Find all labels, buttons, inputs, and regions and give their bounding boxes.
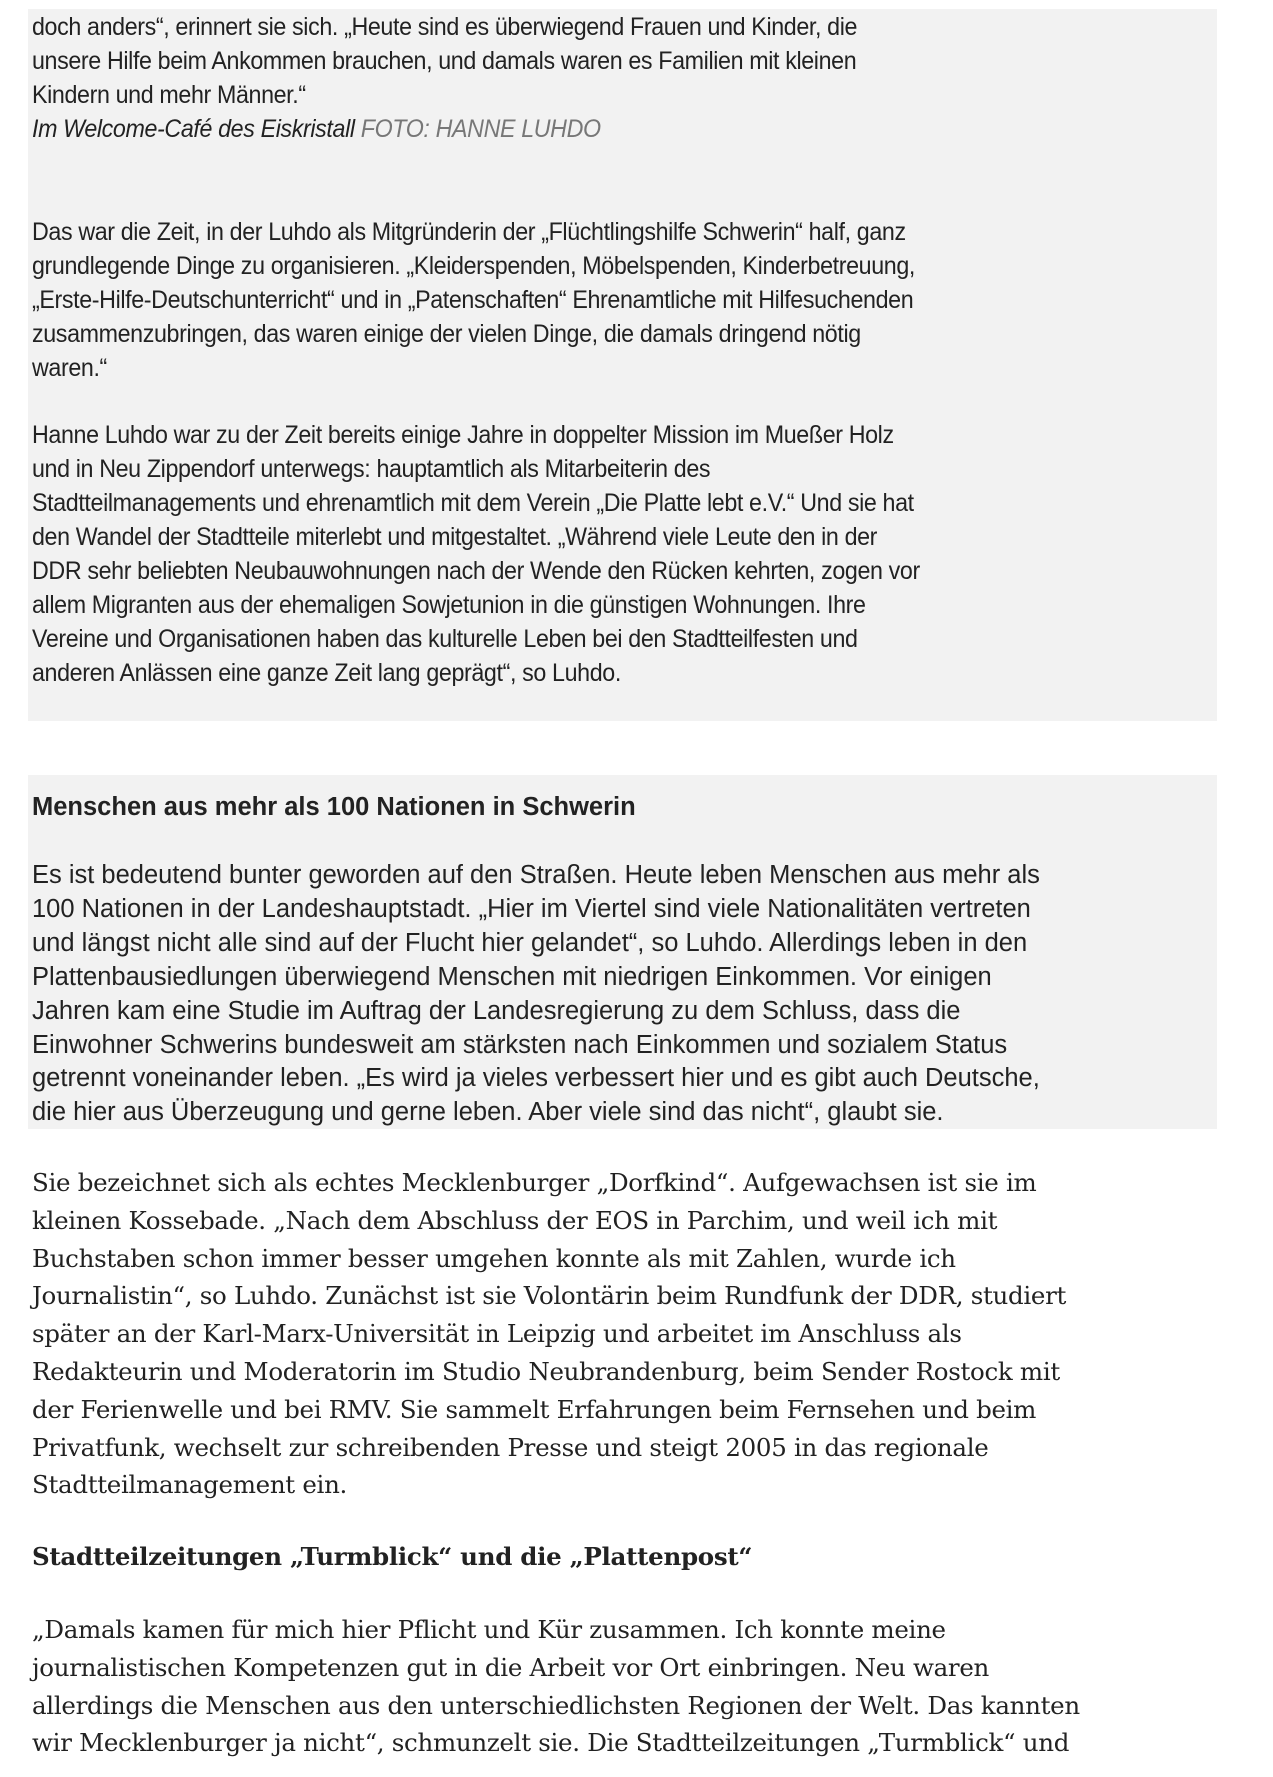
text-line: allerdings die Menschen aus den unterschiedlichsten Regionen der Welt. Das kannten (32, 1690, 1080, 1720)
text-line: und längst nicht alle sind auf der Flucht hier gelandet“, so Luhdo. Allerdings leben in den (32, 928, 1028, 957)
box1-paragraph-2 (32, 215, 915, 385)
text-line: Vereine und Organisationen haben das kulturelle Leben bei den Stadtteilfesten und (32, 625, 858, 653)
article-subheading: Stadtteilzeitungen „Turmblick“ und die „Plattenpost“ (32, 1542, 753, 1571)
text-line: unsere Hilfe beim Ankommen brauchen, und damals waren es Familien mit kleinen (32, 47, 857, 75)
box1-paragraph-3 (32, 418, 920, 690)
text-line: DDR sehr beliebten Neubauwohnungen nach der Wende den Rücken kehrten, zogen vor (32, 557, 920, 585)
text-line: der Ferienwelle und bei RMV. Sie sammelt Erfahrungen beim Fernsehen und beim (32, 1394, 1037, 1424)
text-line: zusammenzubringen, das waren einige der vielen Dinge, die damals dringend nötig (32, 320, 861, 348)
box2-paragraph (32, 859, 1040, 1130)
text-line: „Damals kamen für mich hier Pflicht und Kür zusammen. Ich konnte meine (32, 1615, 946, 1644)
photo-caption (32, 112, 601, 146)
text-line: Stadtteilmanagement ein. (32, 1470, 348, 1500)
photo-credit: FOTO: HANNE LUHDO (360, 115, 601, 143)
text-line: Einwohner Schwerins bundesweit am stärksten nach Einkommen und sozialem Status (32, 1030, 1008, 1059)
text-line: Kindern und mehr Männer.“ (32, 81, 306, 109)
text-line: später an der Karl-Marx-Universität in Leipzig und arbeitet im Anschluss als (32, 1319, 962, 1349)
text-line: Plattenbausiedlungen überwiegend Menschen mit niedrigen Einkommen. Vor einigen (32, 962, 992, 991)
text-line: Es ist bedeutend bunter geworden auf den Straßen. Heute leben Menschen aus mehr als (32, 861, 1040, 889)
text-line: Das war die Zeit, in der Luhdo als Mitgründerin der „Flüchtlingshilfe Schwerin“ half, ganz (32, 218, 906, 246)
text-line: und in Neu Zippendorf unterwegs: hauptamtlich als Mitarbeiterin des (32, 455, 711, 483)
text-line: doch anders“, erinnert sie sich. „Heute sind es überwiegend Frauen und Kinder, die (32, 13, 858, 41)
text-line: Jahren kam eine Studie im Auftrag der Landesregierung zu dem Schluss, dass die (32, 996, 961, 1025)
text-line: wir Mecklenburger ja nicht“, schmunzelt sie. Die Stadtteilzeitungen „Turmblick“ und (32, 1728, 1070, 1758)
box1-paragraph-1 (32, 10, 857, 112)
text-line: Journalistin“, so Luhdo. Zunächst ist sie Volontärin beim Rundfunk der DDR, studiert (32, 1281, 1067, 1311)
text-line: Sie bezeichnet sich als echtes Mecklenburger „Dorfkind“. Aufgewachsen ist sie im (32, 1168, 1037, 1197)
text-line: die hier aus Überzeugung und gerne leben. Aber viele sind das nicht“, glaubt sie. (32, 1098, 944, 1127)
text-line: grundlegende Dinge zu organisieren. „Kleiderspenden, Möbelspenden, Kinderbetreuung, (32, 252, 915, 280)
text-line: 100 Nationen in der Landeshauptstadt. „Hier im Viertel sind viele Nationalitäten vertreten (32, 894, 1031, 923)
text-line: anderen Anlässen eine ganze Zeit lang geprägt“, so Luhdo. (32, 659, 621, 687)
text-line: den Wandel der Stadtteile miterlebt und mitgestaltet. „Während viele Leute den in der (32, 523, 878, 551)
text-line: waren.“ (32, 354, 107, 382)
text-line: Redakteurin und Moderatorin im Studio Neubrandenburg, beim Sender Rostock mit (32, 1356, 1060, 1386)
text-line: allem Migranten aus der ehemaligen Sowjetunion in die günstigen Wohnungen. Ihre (32, 591, 866, 619)
article-paragraph-2 (32, 1611, 1080, 1762)
text-line: Privatfunk, wechselt zur schreibenden Presse und steigt 2005 in das regionale (32, 1432, 989, 1462)
text-line: kleinen Kossebade. „Nach dem Abschluss der EOS in Parchim, und weil ich mit (32, 1205, 998, 1235)
text-line: getrennt voneinander leben. „Es wird ja vieles verbessert hier und es gibt auch Deutsche, (32, 1064, 1040, 1093)
article-paragraph-1 (32, 1164, 1066, 1504)
text-line: journalistischen Kompetenzen gut in die Arbeit vor Ort einbringen. Neu waren (32, 1652, 990, 1682)
text-line: Stadtteilmanagements und ehrenamtlich mit dem Verein „Die Platte lebt e.V.“ Und sie hat (32, 489, 914, 517)
caption-text: Im Welcome-Café des Eiskristall (32, 115, 355, 143)
text-line: Buchstaben schon immer besser umgehen konnte als mit Zahlen, wurde ich (32, 1243, 956, 1273)
box2-heading: Menschen aus mehr als 100 Nationen in Schwerin (32, 793, 636, 821)
text-line: „Erste-Hilfe-Deutschunterricht“ und in „Patenschaften“ Ehrenamtliche mit Hilfesuchenden (32, 286, 914, 314)
text-line: Hanne Luhdo war zu der Zeit bereits einige Jahre in doppelter Mission im Mueßer Holz (32, 421, 894, 449)
